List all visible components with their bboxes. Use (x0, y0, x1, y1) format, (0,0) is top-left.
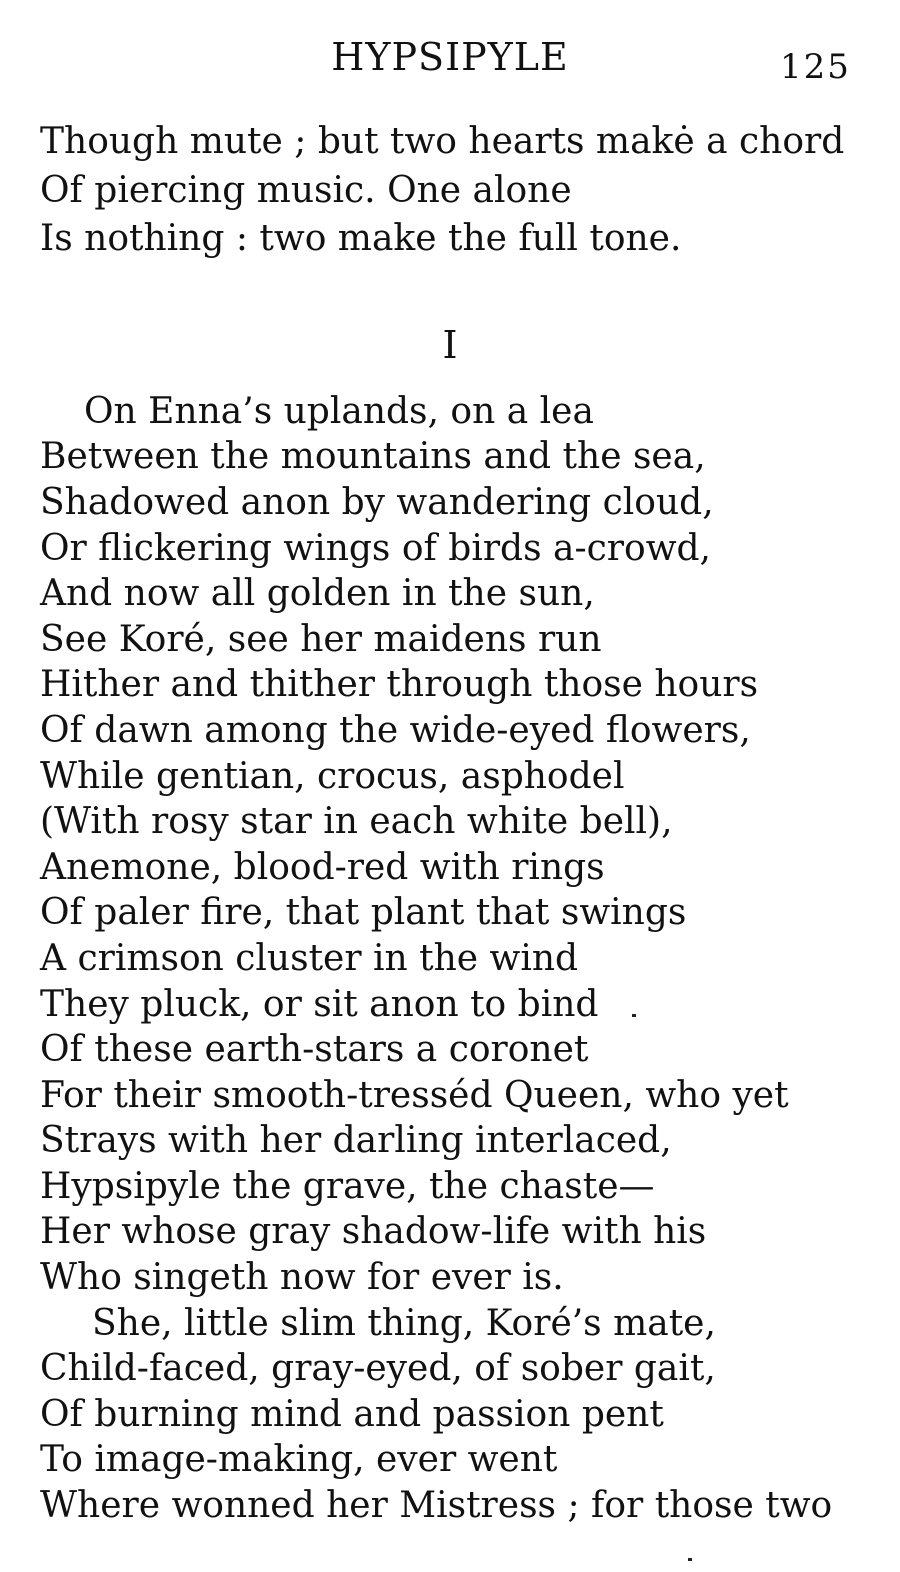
verse-line: Or flickering wings of birds a-crowd, (40, 527, 711, 569)
verse-line: See Koré, see her maidens run (40, 618, 602, 660)
verse-line: Is nothing : two make the full tone. (40, 218, 682, 260)
verse-line: And now all golden in the sun, (40, 573, 595, 615)
verse-line: Who singeth now for ever is. (40, 1257, 564, 1299)
verse-line: Though mute ; but two hearts makė a chord (40, 121, 845, 163)
ink-speck (688, 1558, 692, 1561)
running-title: HYPSIPYLE (331, 35, 569, 79)
verse-line: Her whose gray shadow-life with his (40, 1211, 707, 1253)
verse-line: Hypsipyle the grave, the chaste— (40, 1165, 655, 1207)
section-numeral: I (442, 323, 458, 367)
verse-line: Strays with her darling interlaced, (40, 1120, 672, 1162)
section-stanza (40, 389, 870, 1529)
verse-line: Child-faced, gray-eyed, of sober gait, (40, 1348, 716, 1390)
verse-line: They pluck, or sit anon to bind (40, 983, 599, 1025)
verse-line: For their smooth-tresséd Queen, who yet (40, 1074, 789, 1116)
verse-line: Hither and thither through those hours (40, 664, 759, 706)
verse-line: She, little slim thing, Koré’s mate, (92, 1302, 716, 1344)
verse-line: Anemone, blood-red with rings (40, 846, 605, 888)
verse-line: Between the mountains and the sea, (40, 436, 706, 478)
opening-stanza (40, 118, 870, 264)
verse-line: Of dawn among the wide-eyed flowers, (40, 709, 751, 751)
verse-line: A crimson cluster in the wind (40, 937, 579, 979)
verse-line: To image-making, ever went (40, 1439, 558, 1481)
ink-speck (632, 1014, 636, 1017)
verse-line: Of burning mind and passion pent (40, 1393, 664, 1435)
verse-line: On Enna’s uplands, on a lea (84, 390, 594, 432)
verse-line: While gentian, crocus, asphodel (40, 755, 625, 797)
verse-line: Where wonned her Mistress ; for those two (40, 1485, 833, 1527)
page-number: 125 (780, 47, 851, 87)
verse-line: Shadowed anon by wandering cloud, (40, 481, 714, 523)
verse-line: (With rosy star in each white bell), (40, 801, 673, 843)
verse-line: Of piercing music. One alone (40, 169, 572, 211)
verse-line: Of these earth-stars a coronet (40, 1029, 589, 1071)
verse-line: Of paler fire, that plant that swings (40, 892, 687, 934)
